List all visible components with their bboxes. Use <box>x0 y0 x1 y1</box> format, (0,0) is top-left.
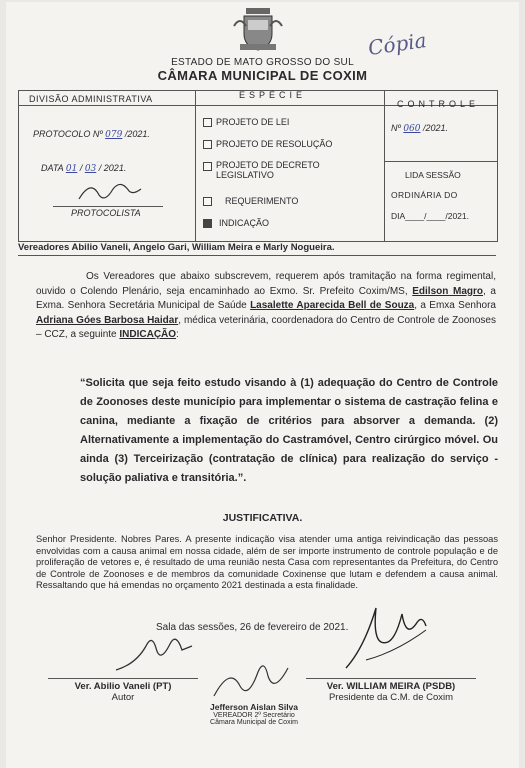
protocol-number: 079 <box>105 130 123 140</box>
protocol-field: PROTOCOLO Nº 079 /2021. <box>33 129 150 140</box>
option-requerimento: REQUERIMENTO <box>225 196 299 206</box>
date-day: 01 <box>65 164 78 174</box>
justification-title: JUSTIFICATIVA. <box>222 512 303 524</box>
secretary-signature <box>206 662 296 702</box>
president-name: Ver. WILLIAM MEIRA (PSDB) <box>326 681 456 692</box>
author-role: Autor <box>111 692 135 703</box>
mayor-name: Edilson Magro <box>412 285 484 297</box>
chamber-name: CÂMARA MUNICIPAL DE COXIM <box>157 68 368 83</box>
stamp-role: VEREADOR 2º Secretário <box>213 712 295 719</box>
president-signature <box>336 598 436 678</box>
author-signature-block <box>28 678 218 703</box>
checkbox-indicacao[interactable] <box>203 219 212 228</box>
coordinator-name: Adriana Góes Barbosa Haidar <box>36 314 179 326</box>
checkbox-requerimento[interactable] <box>203 197 212 206</box>
secretary-name: Lasalette Aparecida Bell de Souza <box>250 300 415 311</box>
author-signature <box>106 630 196 680</box>
president-role: Presidente da C.M. de Coxim <box>328 692 454 703</box>
stamp-name: Jefferson Aislan Silva <box>209 702 299 712</box>
protocol-form <box>18 90 498 242</box>
coat-of-arms-icon <box>228 6 288 54</box>
authors-line: Vereadores Abilio Vaneli, Angelo Gari, William Meira e Marly Nogueira. <box>18 242 496 256</box>
president-signature-block <box>296 678 486 703</box>
control-number-field: Nº 060 /2021. <box>391 123 449 134</box>
indication-quote: “Solicita que seja feito estudo visando à (1) adequação do Centro de Controle de Zoonoses deste município para implementar o sistema de castração felina e canina, mediante a fixação de critérios para absorver a demanda. (2) Alternativamente a implementação do Castramóvel, Centro cirúrgico móvel. Ou ainda (3) Terceirização (contratação de clínica) para realização do serviço - solução paliativa e transitória.”. <box>80 377 498 484</box>
option-projeto-decreto: PROJETO DE DECRETO LEGISLATIVO <box>216 160 320 180</box>
control-number: 060 <box>403 124 421 134</box>
state-name: ESTADO DE MATO GROSSO DO SUL <box>171 57 354 68</box>
date-month: 03 <box>84 164 97 174</box>
handwritten-note: Cópia <box>366 28 428 60</box>
species-header: ESPÉCIE <box>239 90 307 100</box>
checkbox-projeto-lei[interactable] <box>203 118 212 127</box>
protocolist-signature <box>75 181 145 203</box>
option-projeto-lei: PROJETO DE LEI <box>216 117 290 127</box>
author-name: Ver. Abilio Vaneli (PT) <box>74 681 172 692</box>
intro-paragraph: Os Vereadores que abaixo subscrevem, requerem após tramitação na forma regimental, ouvido o Colendo Plenário, seja encaminhado ao Exmo. Sr. Prefeito Coxim/MS, Edilson Magro, a Exma. Senhora Secretária Municipal de Saúde Lasalette Aparecida Bell de Souza, a Emxa Senhora Adriana Góes Barbosa Haidar, médica veterinária, coordenadora do Centro de Controle de Zoonoses – CCZ, a seguinte INDICAÇÃO: <box>36 271 496 340</box>
option-projeto-resolucao: PROJETO DE RESOLUÇÃO <box>216 139 333 149</box>
session-day-field: DIA____/____/2021. <box>391 211 469 221</box>
indication-word: INDICAÇÃO <box>119 329 177 340</box>
checkbox-projeto-resolucao[interactable] <box>203 140 212 149</box>
read-session-label: LIDA SESSÃO <box>405 170 461 180</box>
option-indicacao: INDICAÇÃO <box>219 218 270 228</box>
division-header: DIVISÃO ADMINISTRATIVA <box>29 94 153 104</box>
date-field: DATA 01 / 03 / 2021. <box>41 163 127 174</box>
protocolist-label: PROTOCOLISTA <box>71 208 141 218</box>
stamp-org: Câmara Municipal de Coxim <box>210 719 298 726</box>
session-date: Sala das sessões, 26 de fevereiro de 2021. <box>156 622 349 633</box>
control-header: CONTROLE <box>397 99 480 109</box>
document-page <box>6 2 519 768</box>
ordinary-label: ORDINÁRIA DO <box>391 190 458 200</box>
justification-text: Senhor Presidente. Nobres Pares. A presente indicação visa atender uma antiga reivindicação das pessoas envolvidas com a causa animal em nossa cidade, além de ser importe instrumento de controle população e de proliferação de vetores e, é resultado de uma reunião nesta Casa com representantes da Prefeitura, do Centro de Controle de Zoonoses e de membros da comunidade Coxinense que lutam e defendem a causa animal. Ressaltando que há emendas no orçamento 2021 destinada a esta finalidade. <box>36 534 498 591</box>
secretary-stamp <box>184 702 324 726</box>
checkbox-projeto-decreto[interactable] <box>203 162 212 171</box>
